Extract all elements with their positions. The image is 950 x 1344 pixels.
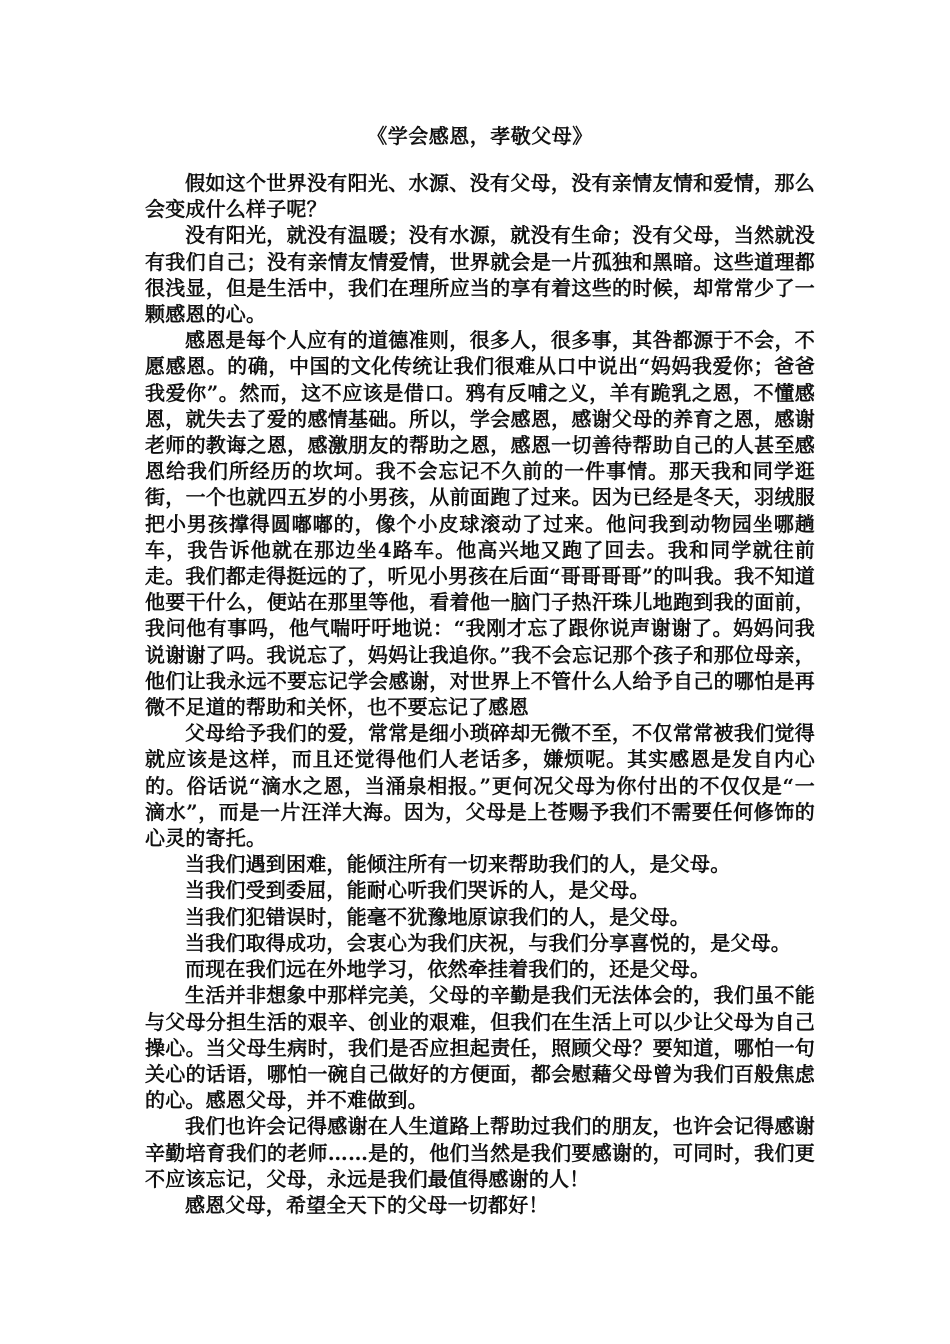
paragraph-10: 生活并非想象中那样完美，父母的辛勤是我们无法体会的，我们虽不能与父母分担生活的艰辛、创业的艰难，但我们在生活上可以少让父母为自己操心。当父母生病时，我们是否应担起责任，照顾父母？要知道，哪怕一句关心的话语，哪怕一碗自己做好的方便面，都会慰藉父母曾为我们百般焦虑的心。感恩父母，并不难做到。 [145, 983, 815, 1113]
paragraph-1: 假如这个世界没有阳光、水源、没有父母，没有亲情友情和爱情，那么会变成什么样子呢？ [145, 171, 815, 222]
paragraph-2: 没有阳光，就没有温暖；没有水源，就没有生命；没有父母，当然就没有我们自己；没有亲情友情爱情，世界就会是一片孤独和黑暗。这些道理都很浅显，但是生活中，我们在理所应当的享有着这些的时候，却常常少了一颗感恩的心。 [145, 223, 815, 327]
paragraph-6: 当我们受到委屈，能耐心听我们哭诉的人，是父母。 [185, 878, 650, 903]
paragraph-7: 当我们犯错误时，能毫不犹豫地原谅我们的人，是父母。 [185, 904, 690, 929]
paragraph-9: 而现在我们远在外地学习，依然牵挂着我们的，还是父母。 [185, 957, 711, 982]
paragraph-11: 我们也许会记得感谢在人生道路上帮助过我们的朋友，也许会记得感谢辛勤培育我们的老师……是的，他们当然是我们要感谢的，可同时，我们更不应该忘记，父母，永远是我们最值得感谢的人！ [145, 1114, 815, 1191]
paragraph-8: 当我们取得成功，会衷心为我们庆祝，与我们分享喜悦的，是父母。 [185, 930, 791, 955]
paragraph-4: 父母给予我们的爱，常常是细小琐碎却无微不至，不仅常常被我们觉得就应该是这样，而且还觉得他们人老话多，嫌烦呢。其实感恩是发自内心的。俗话说“滴水之恩，当涌泉相报。”更何况父母为你付出的不仅仅是“一滴水”，而是一片汪洋大海。因为，父母是上苍赐予我们不需要任何修饰的心灵的寄托。 [145, 721, 815, 851]
document-title: 《学会感恩，孝敬父母》 [367, 124, 593, 148]
document-body [145, 123, 815, 1218]
paragraph-3: 感恩是每个人应有的道德准则，很多人，很多事，其咎都源于不会，不愿感恩。的确，中国的文化传统让我们很难从口中说出“妈妈我爱你；爸爸我爱你”。然而，这不应该是借口。鸦有反哺之义，羊有跪乳之恩，不懂感恩，就失去了爱的感情基础。所以，学会感恩，感谢父母的养育之恩，感谢老师的教诲之恩，感激朋友的帮助之恩，感恩一切善待帮助自己的人甚至感恩给我们所经历的坎坷。我不会忘记不久前的一件事情。那天我和同学逛街，一个也就四五岁的小男孩，从前面跑了过来。因为已经是冬天，羽绒服把小男孩撑得圆嘟嘟的，像个小皮球滚动了过来。他问我到动物园坐哪趟车，我告诉他就在那边坐4路车。他高兴地又跑了回去。我和同学就往前走。我们都走得挺远的了，听见小男孩在后面“哥哥哥哥”的叫我。我不知道他要干什么，便站在那里等他，看着他一脑门子热汗珠儿地跑到我的面前，我问他有事吗，他气喘吁吁地说：“我刚才忘了跟你说声谢谢了。妈妈问我说谢谢了吗。我说忘了，妈妈让我追你。”我不会忘记那个孩子和那位母亲，他们让我永远不要忘记学会感谢，对世界上不管什么人给予自己的哪怕是再微不足道的帮助和关怀，也不要忘记了感恩 [145, 328, 815, 720]
paragraph-12: 感恩父母，希望全天下的父母一切都好！ [185, 1192, 549, 1217]
paragraph-5: 当我们遇到困难，能倾注所有一切来帮助我们的人，是父母。 [185, 852, 731, 877]
